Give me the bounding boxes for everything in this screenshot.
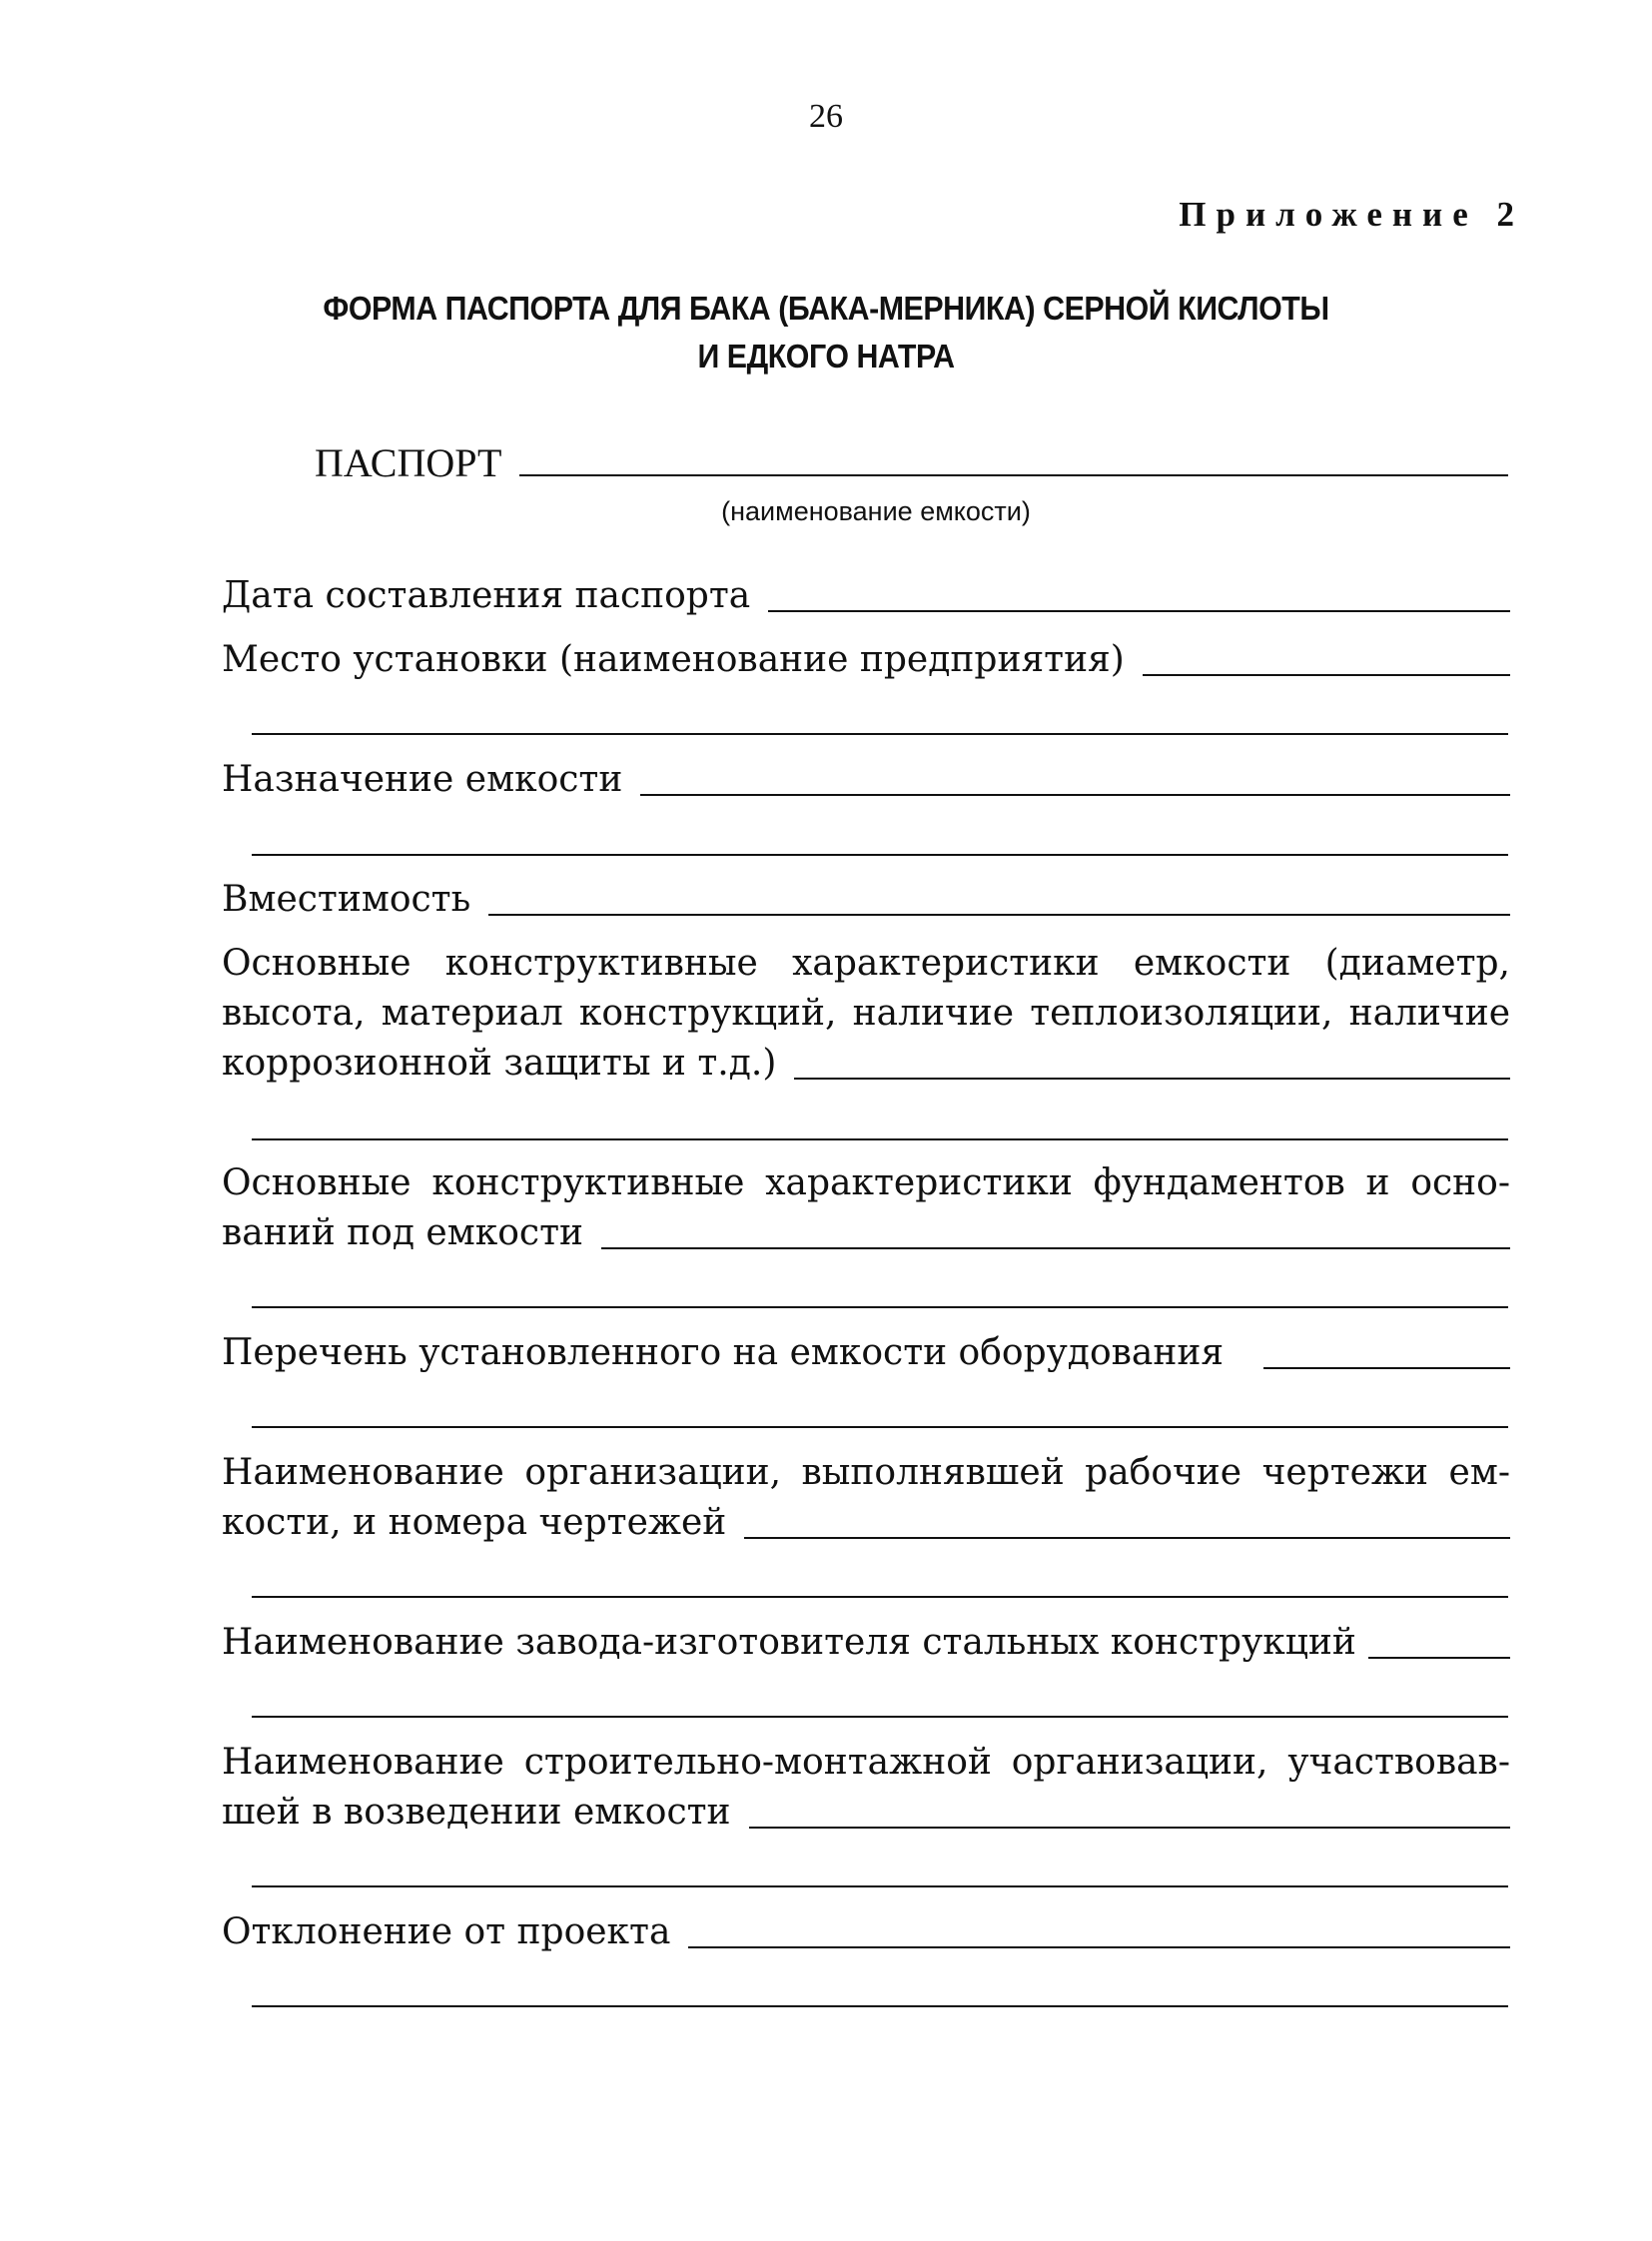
deviation-field-line-2[interactable] xyxy=(252,2005,1508,2007)
location-label: Место установки (наименование предприятия) xyxy=(222,639,1125,680)
deviation-row xyxy=(222,1907,1510,1957)
purpose-row xyxy=(222,755,1510,805)
manufacturer-row xyxy=(222,1618,1510,1668)
appendix-label: Приложение 2 xyxy=(1179,195,1524,234)
drawings-line-1: Наименование организации, выполнявшей рабочие чертежи ем- xyxy=(222,1452,1510,1493)
tank-specs-row xyxy=(222,1039,1510,1089)
foundation-field[interactable] xyxy=(601,1247,1510,1249)
title-line-1: ФОРМА ПАСПОРТА ДЛЯ БАКА (БАКА-МЕРНИКА) СЕРНОЙ КИСЛОТЫ xyxy=(323,290,1329,327)
manufacturer-field-line-2[interactable] xyxy=(252,1716,1508,1718)
foundation-line-1: Основные конструктивные характеристики фундаментов и осно- xyxy=(222,1162,1510,1203)
location-row xyxy=(222,635,1510,685)
equipment-field-line-2[interactable] xyxy=(252,1426,1508,1428)
purpose-label: Назначение емкости xyxy=(222,759,623,800)
foundation-row xyxy=(222,1208,1510,1258)
foundation-label: ваний под емкости xyxy=(222,1212,583,1253)
purpose-field-line-2[interactable] xyxy=(252,854,1508,856)
equipment-row xyxy=(222,1328,1510,1378)
drawings-field-line-2[interactable] xyxy=(252,1596,1508,1598)
title-line-2: И ЕДКОГО НАТРА xyxy=(697,338,955,374)
purpose-field[interactable] xyxy=(640,794,1510,796)
passport-label: ПАСПОРТ xyxy=(315,440,502,485)
location-field[interactable] xyxy=(1143,674,1510,676)
date-field[interactable] xyxy=(768,610,1510,612)
drawings-row xyxy=(222,1498,1510,1548)
deviation-field[interactable] xyxy=(688,1946,1510,1948)
tank-specs-line-2: высота, материал конструкций, наличие теплоизоляции, наличие xyxy=(222,993,1510,1034)
deviation-label: Отклонение от проекта xyxy=(222,1911,671,1952)
passport-caption: (наименование емкости) xyxy=(721,496,1031,526)
foundation-field-line-2[interactable] xyxy=(252,1306,1508,1308)
capacity-field[interactable] xyxy=(488,914,1510,916)
manufacturer-label: Наименование завода-изготовителя стальных конструкций xyxy=(222,1622,1356,1663)
passport-row xyxy=(315,439,1508,486)
date-row xyxy=(222,571,1510,621)
construction-line-1: Наименование строительно-монтажной организации, участвовав- xyxy=(222,1742,1510,1783)
manufacturer-field[interactable] xyxy=(1368,1657,1510,1659)
capacity-row xyxy=(222,875,1510,925)
capacity-label: Вместимость xyxy=(222,879,471,920)
document-title xyxy=(66,285,1586,380)
equipment-field[interactable] xyxy=(1263,1367,1510,1369)
construction-row xyxy=(222,1788,1510,1838)
tank-specs-field[interactable] xyxy=(794,1078,1510,1080)
construction-field[interactable] xyxy=(749,1827,1510,1829)
date-label: Дата составления паспорта xyxy=(222,575,751,616)
location-field-line-2[interactable] xyxy=(252,733,1508,735)
drawings-field[interactable] xyxy=(744,1537,1510,1539)
drawings-label: кости, и номера чертежей xyxy=(222,1502,727,1543)
tank-specs-field-line-2[interactable] xyxy=(252,1138,1508,1140)
tank-specs-label: коррозионной защиты и т.д.) xyxy=(222,1043,777,1084)
tank-specs-line-1: Основные конструктивные характеристики емкости (диаметр, xyxy=(222,943,1510,984)
equipment-label: Перечень установленного на емкости оборудования xyxy=(222,1332,1225,1373)
construction-label: шей в возведении емкости xyxy=(222,1792,731,1833)
page-number: 26 xyxy=(809,98,843,135)
construction-field-line-2[interactable] xyxy=(252,1885,1508,1887)
passport-name-field[interactable] xyxy=(519,474,1508,476)
